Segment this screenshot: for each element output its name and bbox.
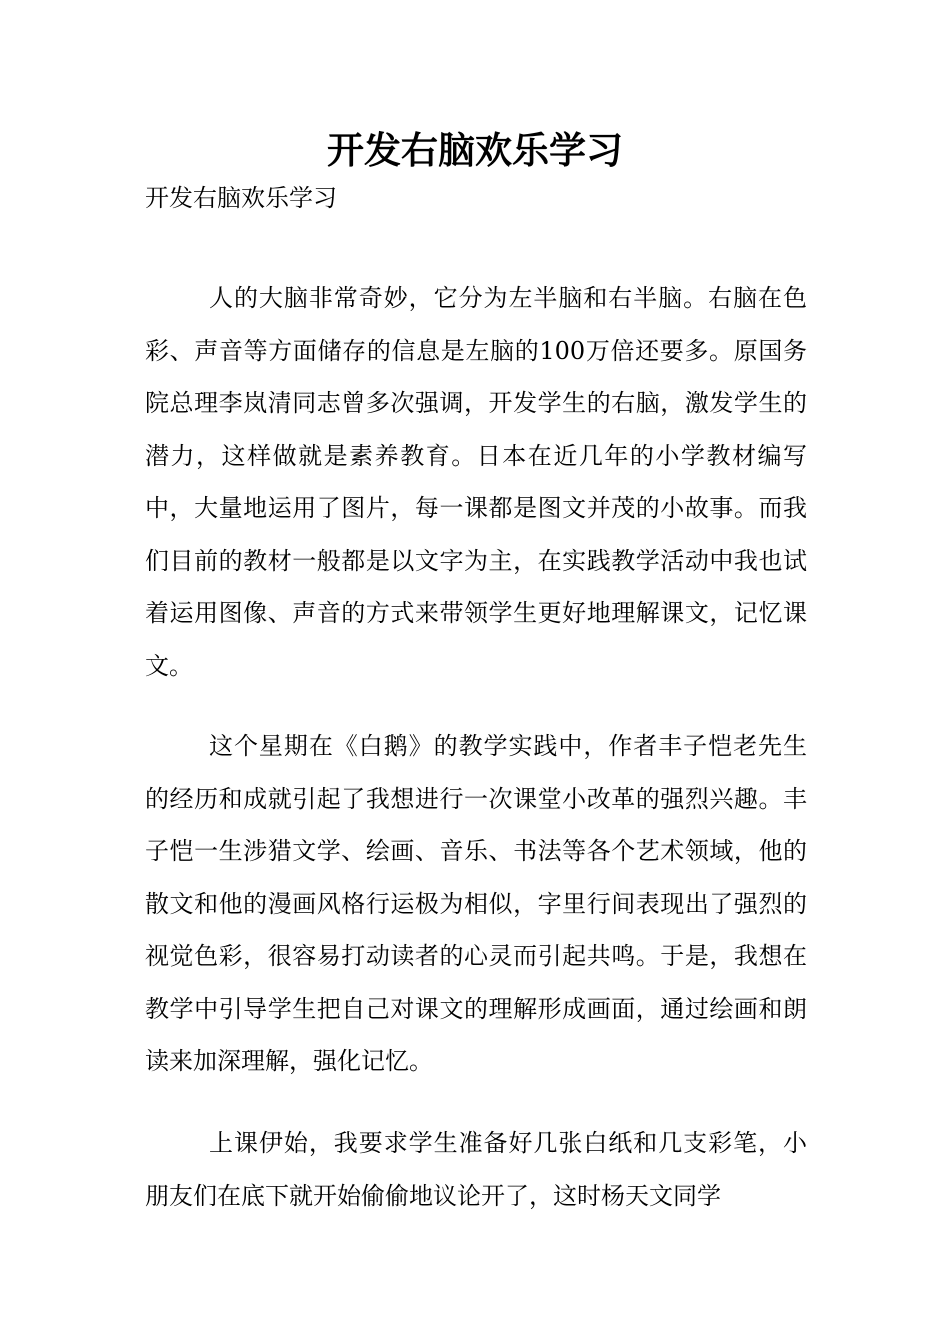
body-paragraph: 这个星期在《白鹅》的教学实践中，作者丰子恺老先生的经历和成就引起了我想进行一次课堂小改革的强烈兴趣。丰子恺一生涉猎文学、绘画、音乐、书法等各个艺术领域，他的散文和他的漫画风格行运极为相似，字里行间表现出了强烈的视觉色彩，很容易打动读者的心灵而引起共鸣。于是，我想在教学中引导学生把自己对课文的理解形成画面，通过绘画和朗读来加深理解，强化记忆。	[145, 732, 807, 1075]
body-paragraph: 上课伊始，我要求学生准备好几张白纸和几支彩笔，小朋友们在底下就开始偷偷地议论开了，这时杨天文同学	[145, 1129, 807, 1210]
body-paragraph: 人的大脑非常奇妙，它分为左半脑和右半脑。右脑在色彩、声音等方面储存的信息是左脑的100万倍还要多。原国务院总理李岚清同志曾多次强调，开发学生的右脑，激发学生的潜力，这样做就是素养教育。日本在近几年的小学教材编写中，大量地运用了图片，每一课都是图文并茂的小故事。而我们目前的教材一般都是以文字为主，在实践教学活动中我也试着运用图像、声音的方式来带领学生更好地理解课文，记忆课文。	[145, 284, 807, 680]
document-subtitle: 开发右脑欢乐学习	[145, 184, 337, 212]
document-title: 开发右脑欢乐学习	[327, 128, 623, 172]
